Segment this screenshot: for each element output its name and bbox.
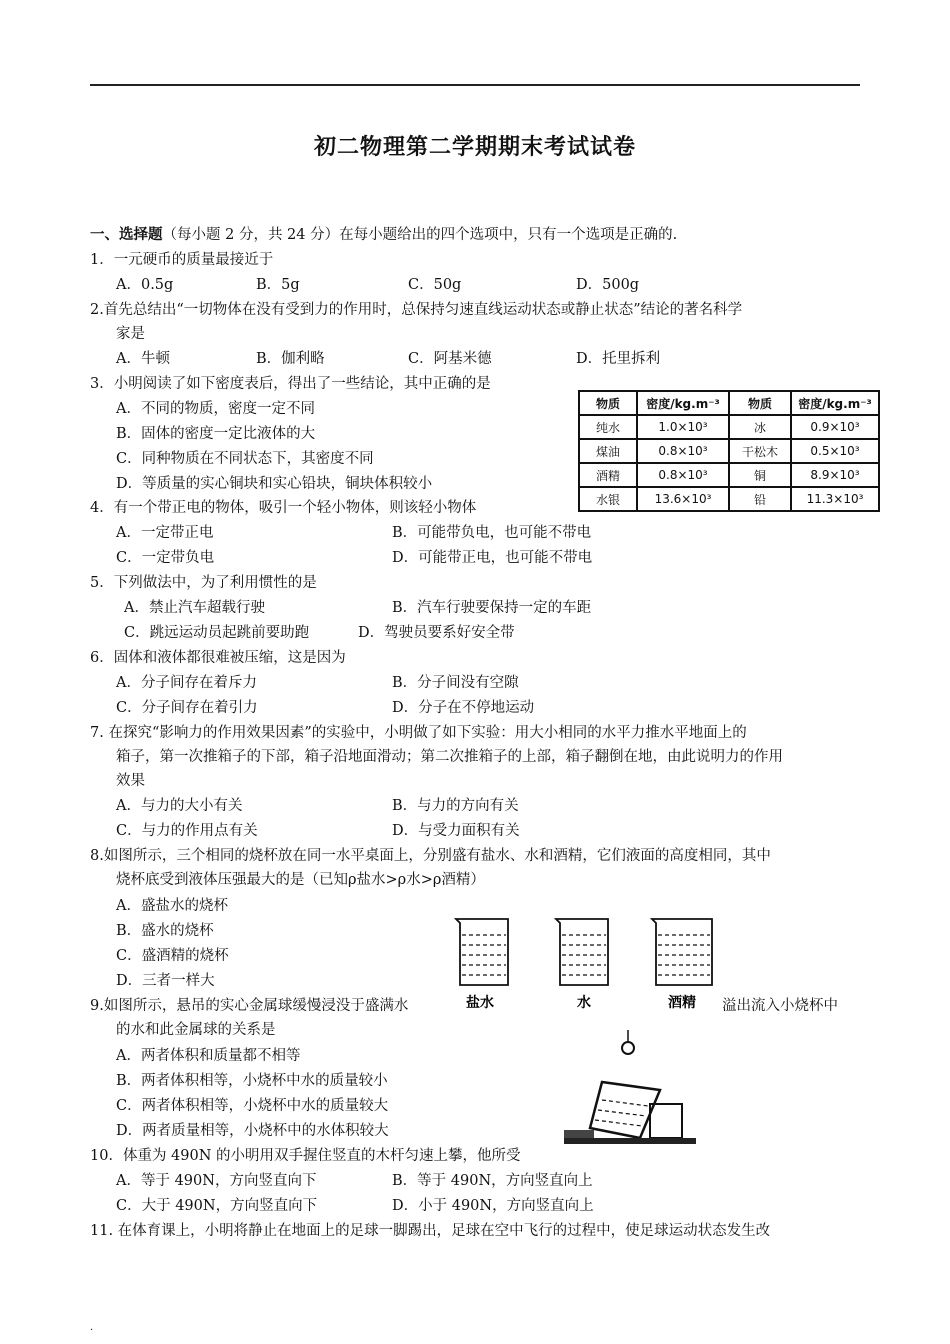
- q4-option-a: A．一定带正电: [116, 525, 214, 541]
- table-row: [579, 487, 879, 511]
- table-cell: 0.9×10³: [791, 415, 879, 439]
- table-cell: 冰: [729, 415, 791, 439]
- table-header-cell: 密度/kg.m⁻³: [791, 391, 879, 415]
- q8-option-b: B．盛水的烧杯: [116, 923, 214, 939]
- q10-stem: 10．体重为 490N 的小明用双手握住竖直的木杆匀速上攀，他所受: [90, 1148, 521, 1164]
- label-alcohol: 酒精: [668, 995, 696, 1011]
- table-row: [579, 463, 879, 487]
- metal-ball: [622, 1042, 634, 1054]
- density-table-header: [579, 391, 879, 415]
- q8-option-a: A．盛盐水的烧杯: [116, 898, 228, 914]
- q1-option-a: A．0.5g: [116, 277, 174, 293]
- q9-stem-line2: 的水和此金属球的关系是: [116, 1022, 276, 1038]
- q7-option-c: C．与力的作用点有关: [116, 823, 258, 839]
- table-surface: [564, 1138, 696, 1144]
- density-table: [578, 390, 880, 512]
- q7-option-b: B．与力的方向有关: [392, 798, 519, 814]
- q5-option-c: C．跳远运动员起跳前要助跑: [124, 625, 310, 641]
- q9-option-c: C．两者体积相等，小烧杯中水的质量较大: [116, 1098, 389, 1114]
- table-row: [579, 439, 879, 463]
- table-cell: 铅: [729, 487, 791, 511]
- q2-stem-line1: 2.首先总结出“一切物体在没有受到力的作用时，总保持匀速直线运动状态或静止状态”结论的著名科学: [90, 302, 743, 318]
- table-cell: 13.6×10³: [637, 487, 729, 511]
- q1-option-c: C．50g: [408, 277, 462, 293]
- table-cell: 水银: [579, 487, 637, 511]
- q8-stem-line2: 烧杯底受到液体压强最大的是（已知ρ盐水>ρ水>ρ酒精）: [116, 872, 485, 888]
- q1-stem: 1．一元硬币的质量最接近于: [90, 252, 274, 268]
- q8-option-c: C．盛酒精的烧杯: [116, 948, 229, 964]
- label-saltwater: 盐水: [466, 995, 494, 1011]
- header-rule: [90, 84, 860, 86]
- q2-stem-line2: 家是: [116, 326, 145, 342]
- q4-stem: 4．有一个带正电的物体，吸引一个轻小物体，则该轻小物体: [90, 500, 477, 516]
- section-heading-line: [90, 225, 677, 245]
- table-cell: 纯水: [579, 415, 637, 439]
- table-cell: 8.9×10³: [791, 463, 879, 487]
- page-title: 初二物理第二学期期末考试试卷: [313, 135, 636, 160]
- q5-option-d: D．驾驶员要系好安全带: [358, 625, 515, 641]
- table-header-cell: 物质: [729, 391, 791, 415]
- q1-option-d: D．500g: [576, 277, 640, 293]
- support-block: [564, 1130, 594, 1138]
- q9-option-a: A．两者体积和质量都不相等: [116, 1048, 301, 1064]
- label-water: 水: [577, 995, 591, 1011]
- q5-stem: 5．下列做法中，为了利用惯性的是: [90, 575, 317, 591]
- q9-stem-line1-right: 溢出流入小烧杯中: [722, 998, 838, 1014]
- q7-stem-line1: 7. 在探究“影响力的作用效果因素”的实验中，小明做了如下实验：用大小相同的水平力推水平地面上的: [90, 725, 747, 741]
- table-header-cell: 密度/kg.m⁻³: [637, 391, 729, 415]
- table-header-cell: 物质: [579, 391, 637, 415]
- q9-option-d: D．两者质量相等，小烧杯中的水体积较大: [116, 1123, 389, 1139]
- q3-option-b: B．固体的密度一定比液体的大: [116, 426, 316, 442]
- q9-stem-line1-left: 9.如图所示，悬吊的实心金属球缓慢浸没于盛满水: [90, 998, 409, 1014]
- q7-option-a: A．与力的大小有关: [116, 798, 243, 814]
- q6-option-c: C．分子间存在着引力: [116, 700, 258, 716]
- q3-stem: 3．小明阅读了如下密度表后，得出了一些结论，其中正确的是: [90, 376, 491, 392]
- q5-option-b: B．汽车行驶要保持一定的车距: [392, 600, 592, 616]
- q4-option-b: B．可能带负电，也可能不带电: [392, 525, 592, 541]
- q11-stem: 11. 在体育课上，小明将静止在地面上的足球一脚踢出，足球在空中飞行的过程中，使足球运动状态发生改: [90, 1223, 771, 1239]
- q7-option-d: D．与受力面积有关: [392, 823, 520, 839]
- beakers-figure: [450, 915, 720, 1025]
- q6-option-b: B．分子间没有空隙: [392, 675, 519, 691]
- q6-option-d: D．分子在不停地运动: [392, 700, 535, 716]
- table-cell: 0.8×10³: [637, 439, 729, 463]
- table-cell: 酒精: [579, 463, 637, 487]
- q10-option-a: A．等于 490N，方向竖直向下: [116, 1173, 317, 1189]
- q2-option-a: A．牛顿: [116, 351, 170, 367]
- table-cell: 0.8×10³: [637, 463, 729, 487]
- q2-option-c: C．阿基米德: [408, 351, 492, 367]
- q8-option-d: D．三者一样大: [116, 973, 215, 989]
- q10-option-c: C．大于 490N，方向竖直向下: [116, 1198, 318, 1214]
- q5-option-a: A．禁止汽车超载行驶: [124, 600, 265, 616]
- q7-stem-line3: 效果: [116, 773, 145, 789]
- table-cell: 干松木: [729, 439, 791, 463]
- section-note: （每小题 2 分，共 24 分）在每小题给出的四个选项中，只有一个选项是正确的.: [162, 227, 678, 243]
- q10-option-b: B．等于 490N，方向竖直向上: [392, 1173, 593, 1189]
- section-heading: 一、选择题: [90, 227, 163, 243]
- q6-option-a: A．分子间存在着斥力: [116, 675, 257, 691]
- table-cell: 煤油: [579, 439, 637, 463]
- q9-option-b: B．两者体积相等，小烧杯中水的质量较小: [116, 1073, 388, 1089]
- q6-stem: 6．固体和液体都很难被压缩，这是因为: [90, 650, 346, 666]
- table-row: [579, 415, 879, 439]
- q4-option-d: D．可能带正电，也可能不带电: [392, 550, 593, 566]
- page-footer-mark: .: [90, 1322, 94, 1333]
- q8-stem-line1: 8.如图所示，三个相同的烧杯放在同一水平桌面上，分别盛有盐水、水和酒精，它们液面的高度相同，其中: [90, 848, 771, 864]
- q1-option-b: B．5g: [256, 277, 300, 293]
- table-cell: 0.5×10³: [791, 439, 879, 463]
- table-cell: 1.0×10³: [637, 415, 729, 439]
- q4-option-c: C．一定带负电: [116, 550, 215, 566]
- q7-stem-line2: 箱子，第一次推箱子的下部，箱子沿地面滑动；第二次推箱子的上部，箱子翻倒在地，由此说明力的作用: [116, 749, 783, 765]
- q3-option-c: C．同种物质在不同状态下，其密度不同: [116, 451, 374, 467]
- q3-option-d: D．等质量的实心铜块和实心铅块，铜块体积较小: [116, 476, 433, 492]
- q2-option-b: B．伽利略: [256, 351, 325, 367]
- small-beaker: [650, 1104, 682, 1138]
- q2-option-d: D．托里拆利: [576, 351, 661, 367]
- q10-option-d: D．小于 490N，方向竖直向上: [392, 1198, 594, 1214]
- overflow-figure: [560, 1030, 700, 1150]
- q3-option-a: A．不同的物质，密度一定不同: [116, 401, 315, 417]
- table-cell: 铜: [729, 463, 791, 487]
- table-cell: 11.3×10³: [791, 487, 879, 511]
